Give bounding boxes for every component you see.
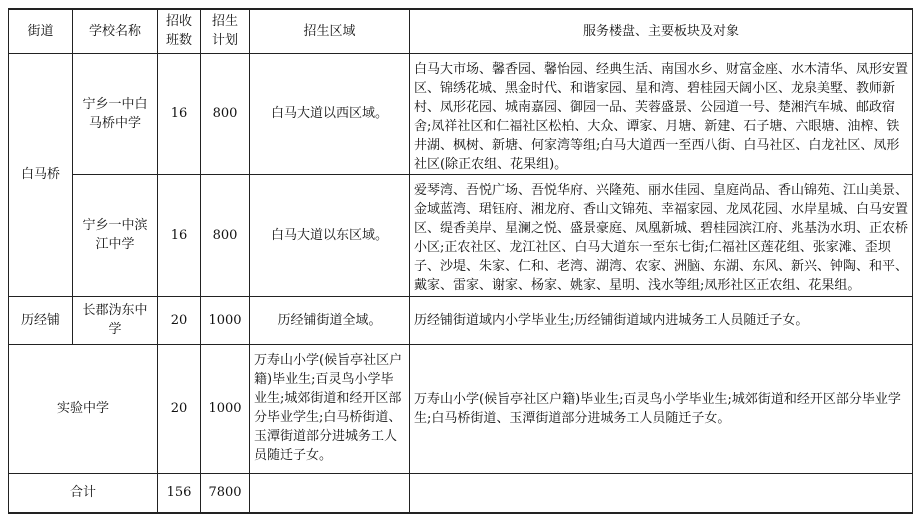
plan-cell: 1000 (201, 344, 250, 473)
plan-cell: 800 (201, 174, 250, 296)
service-cell: 爱琴湾、吾悦广场、吾悦华府、兴隆苑、丽水佳园、皇庭尚品、香山锦苑、江山美景、金域蓝湾、珺钰府、湘龙府、香山文锦苑、幸福家园、龙凤花园、水岸星城、白马安置区、缇香美岸、星澜之悦、盛景豪庭、凤凰新城、碧桂园滨江府、兆基沩水玥、正农桥小区;正农社区、龙江社区、白马大道东一至东七街;仁福社区莲花组、张家滩、歪坝子、沙堤、朱家、仁和、老湾、湖湾、农家、洲脑、东湖、东风、新兴、钟陶、和平、戴家、雷家、谢家、杨家、姚家、星明、浅水等组;凤形社区正农组、花果组。 (410, 174, 913, 296)
service-cell: 万寿山小学(候旨亭社区户籍)毕业生;百灵鸟小学毕业生;城郊街道和经开区部分毕业学生;白马桥街道、玉潭街道部分进城务工人员随迁子女。 (410, 344, 913, 473)
area-cell: 白马大道以东区域。 (250, 174, 410, 296)
table-row (9, 174, 913, 296)
table-row (9, 344, 913, 473)
total-row (9, 473, 913, 513)
school-cell: 宁乡一中白马桥中学 (73, 53, 158, 174)
district-cell: 白马桥 (9, 53, 73, 296)
header-plan: 招生 计划 (201, 9, 250, 53)
table-row (9, 296, 913, 344)
area-cell: 万寿山小学(候旨亭社区户籍)毕业生;百灵鸟小学毕业生;城郊街道和经开区部分毕业学生;白马桥街道、玉潭街道部分进城务工人员随迁子女。 (250, 344, 410, 473)
header-area: 招生区域 (250, 9, 410, 53)
classes-cell: 16 (158, 174, 201, 296)
school-cell: 长郡沩东中学 (73, 296, 158, 344)
total-classes: 156 (158, 473, 201, 513)
header-school: 学校名称 (73, 9, 158, 53)
area-cell: 白马大道以西区域。 (250, 53, 410, 174)
plan-cell: 1000 (201, 296, 250, 344)
classes-cell: 20 (158, 344, 201, 473)
total-area-empty (250, 473, 410, 513)
table-row (9, 53, 913, 174)
service-cell: 白马大市场、馨香园、馨怡园、经典生活、南国水乡、财富金座、水木清华、凤形安置区、锦绣花城、黑金时代、和谐家园、星和湾、碧桂园天阔小区、龙泉美墅、教师新村、凤形花园、城南嘉园、御园一品、芙蓉盛景、公园道一号、楚湘汽车城、邮政宿舍;凤祥社区和仁福社区松柏、大众、谭家、月塘、新建、石子塘、六眼塘、油榨、铁井湖、枫树、新塘、何家湾等组;白马大道西一至西八街、白马社区、白龙社区、凤形社区(除正农组、花果组)。 (410, 53, 913, 174)
classes-cell: 20 (158, 296, 201, 344)
total-service-empty (410, 473, 913, 513)
header-district: 街道 (9, 9, 73, 53)
area-cell: 历经铺街道全域。 (250, 296, 410, 344)
total-plan: 7800 (201, 473, 250, 513)
header-row (9, 9, 913, 53)
plan-cell: 800 (201, 53, 250, 174)
total-label: 合计 (9, 473, 158, 513)
header-classes: 招收 班数 (158, 9, 201, 53)
school-cell: 宁乡一中滨江中学 (73, 174, 158, 296)
school-cell: 实验中学 (9, 344, 158, 473)
service-cell: 历经铺街道域内小学毕业生;历经铺街道域内进城务工人员随迁子女。 (410, 296, 913, 344)
district-cell: 历经铺 (9, 296, 73, 344)
classes-cell: 16 (158, 53, 201, 174)
enrollment-table (8, 8, 913, 514)
header-service: 服务楼盘、主要板块及对象 (410, 9, 913, 53)
